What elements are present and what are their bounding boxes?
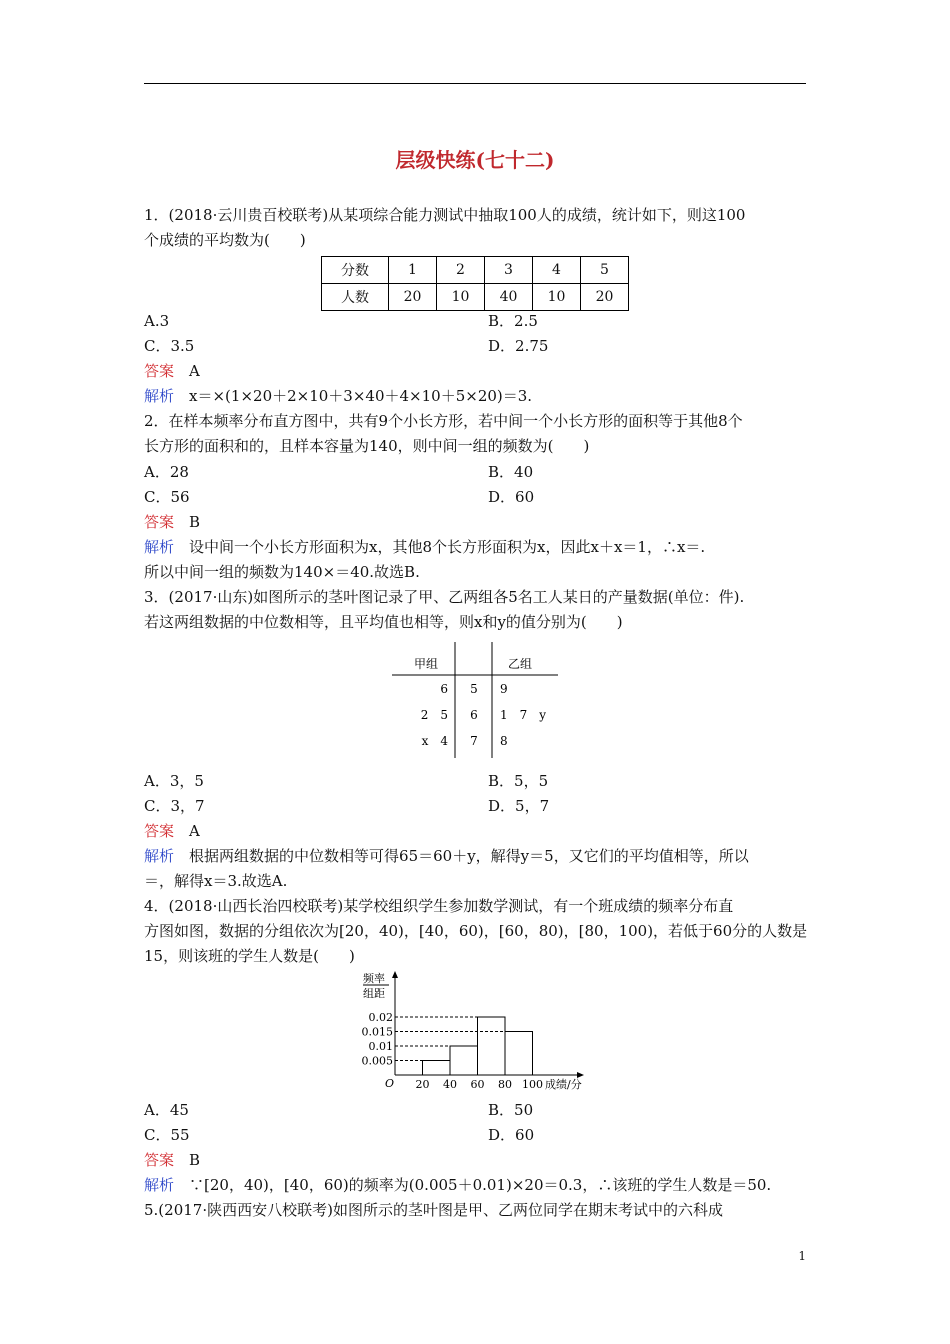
answer bbox=[144, 1150, 200, 1170]
y-label-top: 频率 bbox=[363, 972, 385, 985]
analysis-text: 设中间一个小长方形面积为x，其他8个长方形面积为x，因此x＋x＝1，∴x＝. bbox=[189, 538, 706, 556]
y-tick-label: 0.02 bbox=[368, 1011, 393, 1024]
analysis bbox=[144, 1175, 771, 1195]
x-tick-label: 20 bbox=[415, 1078, 430, 1091]
y-tick-label: 0.015 bbox=[361, 1025, 393, 1039]
stem-leaf-plot bbox=[390, 640, 565, 760]
option-d: D．2.75 bbox=[488, 337, 549, 355]
table-cell: 10 bbox=[533, 284, 581, 311]
option-b: B．2.5 bbox=[488, 312, 538, 330]
header-rule bbox=[144, 83, 806, 84]
table-cell: 5 bbox=[581, 257, 629, 284]
answer-value: A bbox=[189, 822, 200, 840]
option-a: A．28 bbox=[144, 463, 189, 481]
table-cell: 10 bbox=[437, 284, 485, 311]
histogram-bar bbox=[478, 1017, 506, 1075]
analysis-label: 解析 bbox=[144, 847, 175, 865]
answer-label: 答案 bbox=[144, 513, 175, 531]
q4-text: 方图如图，数据的分组依次为[20，40)，[40，60)，[60，80)，[80，100)，若低于60分的人数是 bbox=[144, 922, 808, 940]
x-axis-label: 成绩/分 bbox=[545, 1078, 582, 1091]
histogram-bar bbox=[450, 1046, 478, 1075]
option-b: B．5，5 bbox=[488, 772, 549, 790]
analysis bbox=[144, 846, 749, 866]
table-cell: 4 bbox=[533, 257, 581, 284]
option-b: B．40 bbox=[488, 463, 534, 481]
option-c: C．3，7 bbox=[144, 797, 205, 815]
table-cell: 40 bbox=[485, 284, 533, 311]
score-table bbox=[321, 256, 629, 311]
histogram-bar bbox=[423, 1061, 451, 1076]
option-b: B．50 bbox=[488, 1101, 534, 1119]
answer-value: A bbox=[189, 362, 200, 380]
table-cell: 20 bbox=[581, 284, 629, 311]
q4-text: 15，则该班的学生人数是( ) bbox=[144, 947, 355, 965]
leaf-right: 8 bbox=[500, 734, 508, 748]
x-tick-label: 100 bbox=[522, 1078, 543, 1091]
y-label-bottom: 组距 bbox=[363, 987, 385, 1000]
stem: 6 bbox=[470, 708, 478, 722]
option-c: C．55 bbox=[144, 1126, 190, 1144]
q1-text: 个成绩的平均数为( ) bbox=[144, 231, 306, 249]
answer-value: B bbox=[189, 513, 201, 531]
analysis-label: 解析 bbox=[144, 387, 175, 405]
x-tick-label: 60 bbox=[470, 1078, 485, 1091]
option-c: C．3.5 bbox=[144, 337, 195, 355]
answer-value: B bbox=[189, 1151, 201, 1169]
y-axis-arrow bbox=[392, 971, 398, 978]
analysis-text: 所以中间一组的频数为140×＝40.故选B. bbox=[144, 563, 420, 581]
option-a: A．45 bbox=[144, 1101, 189, 1119]
y-tick-label: 0.01 bbox=[368, 1040, 393, 1053]
analysis-text: x＝×(1×20＋2×10＋3×40＋4×10＋5×20)＝3. bbox=[189, 387, 533, 405]
table-header: 人数 bbox=[322, 284, 389, 311]
leaf-left: 6 bbox=[440, 682, 448, 696]
right-head: 乙组 bbox=[507, 657, 533, 671]
answer-label: 答案 bbox=[144, 362, 175, 380]
analysis bbox=[144, 386, 532, 406]
leaf-left: 2 5 bbox=[420, 708, 448, 722]
x-tick-label: 80 bbox=[498, 1078, 512, 1091]
analysis bbox=[144, 537, 705, 557]
answer-label: 答案 bbox=[144, 1151, 175, 1169]
analysis-text: ＝，解得x＝3.故选A. bbox=[144, 872, 288, 890]
table-cell: 1 bbox=[389, 257, 437, 284]
page-number: 1 bbox=[798, 1249, 806, 1263]
option-d: D．60 bbox=[488, 1126, 535, 1144]
answer-label: 答案 bbox=[144, 822, 175, 840]
table-cell: 2 bbox=[437, 257, 485, 284]
option-d: D．60 bbox=[488, 488, 535, 506]
origin-label: O bbox=[385, 1077, 395, 1090]
option-d: D．5，7 bbox=[488, 797, 550, 815]
stem: 7 bbox=[470, 734, 478, 748]
analysis-label: 解析 bbox=[144, 538, 175, 556]
stem: 5 bbox=[470, 682, 478, 696]
histogram-bar bbox=[505, 1032, 533, 1076]
answer bbox=[144, 821, 200, 841]
q5-text: 5.(2017·陕西西安八校联考)如图所示的茎叶图是甲、乙两位同学在期末考试中的六科成 bbox=[144, 1201, 723, 1219]
leaf-left: x 4 bbox=[421, 734, 448, 748]
q1-text: 1．(2018·云川贵百校联考)从某项综合能力测试中抽取100人的成绩，统计如下，则这100 bbox=[144, 206, 746, 224]
option-c: C．56 bbox=[144, 488, 190, 506]
table-cell: 20 bbox=[389, 284, 437, 311]
analysis-text: 根据两组数据的中位数相等可得65＝60＋y，解得y＝5，又它们的平均值相等，所以 bbox=[189, 847, 749, 865]
answer bbox=[144, 361, 200, 381]
table-header: 分数 bbox=[322, 257, 389, 284]
leaf-right: 9 bbox=[500, 682, 508, 696]
answer bbox=[144, 512, 200, 532]
option-a: A.3 bbox=[144, 312, 170, 330]
q2-text: 2．在样本频率分布直方图中，共有9个小长方形，若中间一个小长方形的面积等于其他8个 bbox=[144, 412, 743, 430]
analysis-label: 解析 bbox=[144, 1176, 175, 1194]
option-a: A．3，5 bbox=[144, 772, 204, 790]
leaf-right: 1 7 y bbox=[500, 708, 547, 722]
q4-text: 4．(2018·山西长治四校联考)某学校组织学生参加数学测试，有一个班成绩的频率分布直 bbox=[144, 897, 734, 915]
frequency-histogram bbox=[355, 968, 595, 1096]
y-tick-label: 0.005 bbox=[361, 1054, 393, 1068]
page-title: 层级快练(七十二) bbox=[395, 148, 555, 172]
analysis-text: ∵[20，40)，[40，60)的频率为(0.005＋0.01)×20＝0.3，∴该班的学生人数是＝50. bbox=[189, 1176, 772, 1194]
q2-text: 长方形的面积和的，且样本容量为140，则中间一组的频数为( ) bbox=[144, 437, 590, 455]
table-cell: 3 bbox=[485, 257, 533, 284]
left-head: 甲组 bbox=[413, 657, 439, 671]
q3-text: 若这两组数据的中位数相等，且平均值也相等，则x和y的值分别为( ) bbox=[144, 613, 623, 631]
x-tick-label: 40 bbox=[443, 1078, 457, 1091]
q3-text: 3．(2017·山东)如图所示的茎叶图记录了甲、乙两组各5名工人某日的产量数据(单位：件). bbox=[144, 588, 745, 606]
